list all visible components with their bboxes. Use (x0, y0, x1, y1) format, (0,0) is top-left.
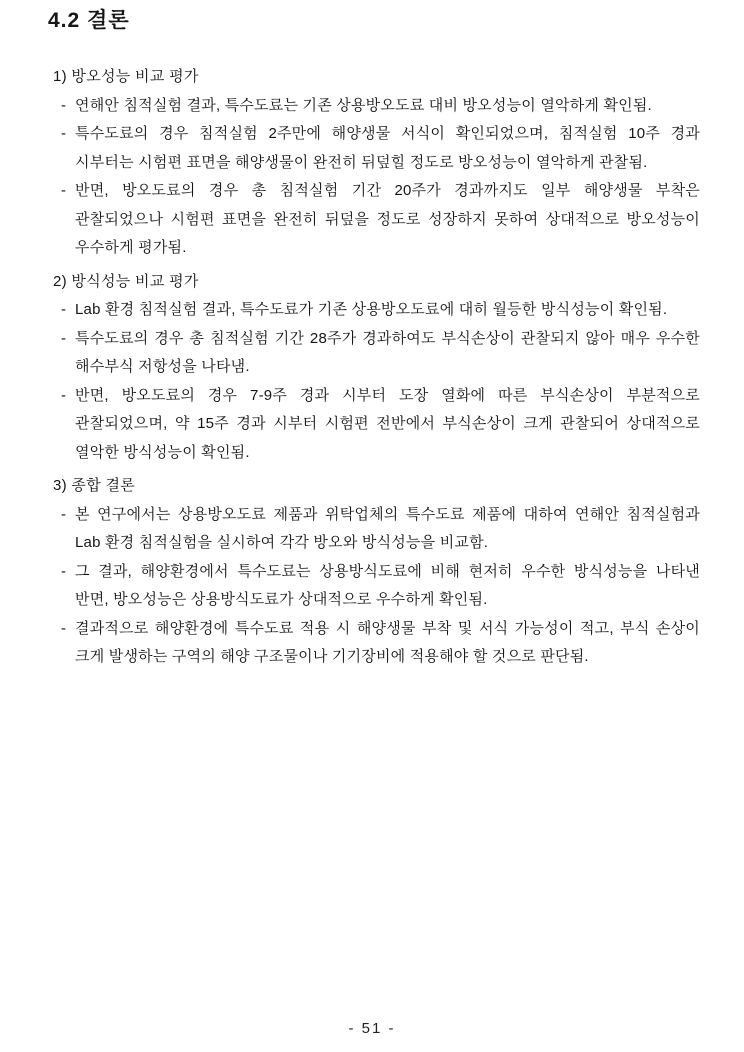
list-item (48, 325, 700, 382)
section-overall-conclusion (48, 472, 700, 672)
bullet-text: 연해안 침적실험 결과, 특수도료는 기존 상용방오도료 대비 방오성능이 열악하게 확인됨. (75, 96, 652, 114)
bullet-text: 반면, 방오도료의 경우 7-9주 경과 시부터 도장 열화에 따른 부식손상이 부분적으로 관찰되었으며, 약 15주 경과 시부터 시험편 전반에서 부식손상이 크게 관찰되어 상대적으로 열악한 방식성능이 확인됨. (75, 386, 700, 461)
document-body (48, 63, 700, 672)
bullet-dash: - (61, 386, 66, 404)
bullet-dash: - (61, 329, 66, 347)
bullet-text: 반면, 방오도료의 경우 총 침적실험 기간 20주가 경과까지도 일부 해양생물 부착은 관찰되었으나 시험편 표면을 완전히 뒤덮을 정도로 성장하지 못하여 상대적으로 방오성능이 우수하게 평가됨. (75, 182, 700, 256)
bullet-text: Lab 환경 침적실험 결과, 특수도료가 기존 상용방오도료에 대히 월등한 방식성능이 확인됨. (75, 301, 668, 318)
bullet-dash: - (61, 125, 66, 142)
list-item (48, 615, 700, 672)
list-item (48, 177, 700, 263)
section-heading: 2) 방식성능 비교 평가 (53, 272, 199, 290)
bullet-text: 그 결과, 해양환경에서 특수도료는 상용방식도료에 비해 현저히 우수한 방식성능을 나타낸 반면, 방오성능은 상용방식도료가 상대적으로 우수하게 확인됨. (75, 562, 700, 608)
list-item (48, 558, 700, 615)
section-anticorrosion-evaluation (48, 268, 700, 468)
page-number: - 51 - (348, 1020, 396, 1037)
bullet-text: 특수도료의 경우 총 침적실험 기간 28주가 경과하여도 부식손상이 관찰되지 않아 매우 우수한 해수부식 저항성을 나타냄. (75, 329, 700, 375)
bullet-dash: - (61, 182, 66, 199)
bullet-dash: - (61, 505, 66, 523)
bullet-dash: - (61, 301, 66, 318)
section-antifouling-evaluation (48, 63, 700, 263)
section-heading: 3) 종합 결론 (53, 477, 136, 494)
bullet-text: 결과적으로 해양환경에 특수도료 적용 시 해양생물 부착 및 서식 가능성이 적고, 부식 손상이 크게 발생하는 구역의 해양 구조물이나 기기장비에 적용해야 할 것으로 판단됨. (75, 619, 700, 665)
list-item (48, 120, 700, 177)
section-heading: 1) 방오성능 비교 평가 (53, 68, 199, 85)
bullet-dash: - (61, 562, 66, 580)
bullet-text: 본 연구에서는 상용방오도료 제품과 위탁업체의 특수도료 제품에 대하여 연해안 침적실험과 Lab 환경 침적실험을 실시하여 각각 방오와 방식성능을 비교함. (75, 505, 700, 551)
list-item (48, 92, 700, 121)
bullet-dash: - (61, 96, 66, 114)
list-item (48, 296, 700, 325)
page-title: 4.2 결론 (48, 9, 130, 32)
bullet-dash: - (61, 619, 66, 637)
list-item (48, 501, 700, 558)
bullet-text: 특수도료의 경우 침적실험 2주만에 해양생물 서식이 확인되었으며, 침적실험 10주 경과 시부터는 시험편 표면을 해양생물이 완전히 뒤덮힐 정도로 방오성능이 열악하게 관찰됨. (75, 125, 700, 171)
list-item (48, 382, 700, 468)
